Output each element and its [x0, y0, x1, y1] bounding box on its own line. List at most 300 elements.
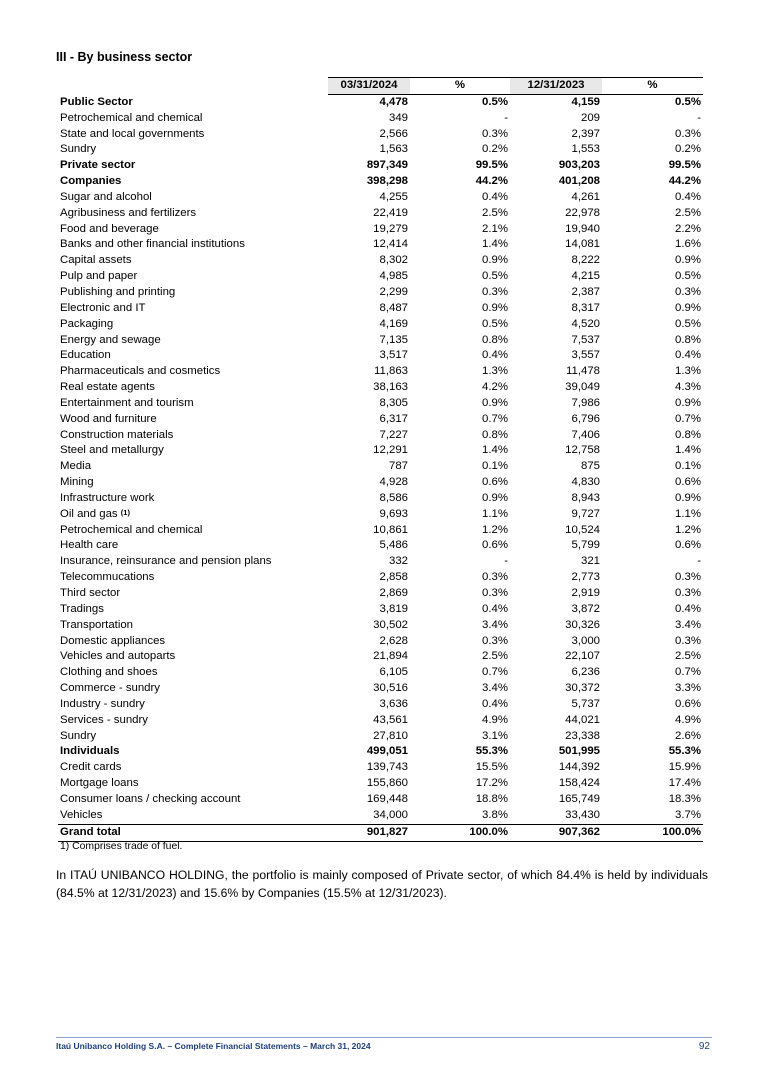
- value-2024-cell: 4,478: [379, 95, 408, 108]
- row-label-text: Wood and furniture: [60, 412, 157, 425]
- pct-2024-cell: 4.9%: [482, 713, 508, 726]
- pct-2023-cell: 0.4%: [675, 190, 701, 203]
- row-label: [58, 206, 328, 222]
- pct-2023-cell: -: [697, 111, 701, 124]
- row-label-text: Packaging: [60, 317, 114, 330]
- value-2024-cell: 2,628: [379, 634, 408, 647]
- value-2023-cell: 6,796: [571, 412, 600, 425]
- row-label: [58, 269, 328, 285]
- value-2024-cell: 8,487: [379, 301, 408, 314]
- pct-2023-cell: 1.2%: [675, 523, 701, 536]
- value-2024-cell: 8,305: [379, 396, 408, 409]
- col-header-pct-1: %: [410, 78, 510, 95]
- table-row: [58, 285, 703, 301]
- pct-2024-cell: 0.8%: [482, 428, 508, 441]
- pct-2023-cell: 0.3%: [675, 285, 701, 298]
- pct-2024-cell: 0.9%: [482, 254, 508, 267]
- table-row: [58, 348, 703, 364]
- value-2023-cell: 22,107: [565, 650, 600, 663]
- row-label: [58, 618, 328, 634]
- value-2023-cell: 5,799: [571, 539, 600, 552]
- pct-2023-cell: 0.3%: [675, 571, 701, 584]
- value-2024-cell: 3,636: [379, 697, 408, 710]
- row-label-text: Individuals: [60, 745, 120, 758]
- pct-2023-cell: 3.4%: [675, 618, 701, 631]
- value-2023-cell: 2,773: [571, 571, 600, 584]
- value-2024-cell: 22,419: [373, 206, 408, 219]
- table-row: [58, 713, 703, 729]
- row-label-text: Domestic appliances: [60, 634, 166, 647]
- pct-2024-cell: 0.3%: [482, 634, 508, 647]
- row-label: [58, 174, 328, 190]
- row-label: [58, 586, 328, 602]
- value-2023-cell: 3,872: [571, 602, 600, 615]
- value-2024-cell: 398,298: [366, 175, 408, 188]
- row-label: [58, 538, 328, 554]
- table-row: [58, 127, 703, 143]
- row-label-text: Companies: [60, 175, 122, 188]
- row-label: [58, 681, 328, 697]
- value-2023-cell: 30,372: [565, 682, 600, 695]
- value-2023-cell: 3,557: [571, 349, 600, 362]
- pct-2023-cell: 2.5%: [675, 206, 701, 219]
- pct-2023-cell: 1.6%: [675, 238, 701, 251]
- footnote-marker: (1): [120, 507, 130, 517]
- row-label: [58, 364, 328, 380]
- value-2023-cell: 2,919: [571, 587, 600, 599]
- row-label: [58, 443, 328, 459]
- table-body: [58, 94, 703, 841]
- pct-2023-cell: 2.6%: [675, 729, 701, 742]
- value-2024-cell: 12,414: [373, 238, 408, 251]
- row-label-text: Credit cards: [60, 761, 122, 774]
- table-row: [58, 317, 703, 333]
- value-2024-cell: 30,516: [373, 682, 408, 695]
- table-row: [58, 808, 703, 824]
- value-2024-cell: 10,861: [373, 523, 408, 536]
- row-label: [58, 317, 328, 333]
- row-label: [58, 333, 328, 349]
- pct-2023-cell: 0.9%: [675, 254, 701, 267]
- row-label-text: Electronic and IT: [60, 301, 146, 314]
- row-label-text: Clothing and shoes: [60, 666, 158, 679]
- row-label-text: Banks and other financial institutions: [60, 238, 245, 251]
- value-2023-cell: 12,758: [565, 444, 600, 457]
- row-label-text: Vehicles and autoparts: [60, 650, 176, 663]
- value-2023-cell: 4,261: [571, 190, 600, 203]
- table-row: [58, 697, 703, 713]
- value-2023-cell: 10,524: [565, 523, 600, 536]
- value-2024-cell: 6,317: [379, 412, 408, 425]
- pct-2023-cell: 3.7%: [675, 808, 701, 821]
- table-row: [58, 507, 703, 523]
- value-2024-cell: 11,863: [374, 365, 408, 378]
- table-row: [58, 586, 703, 602]
- row-label: [58, 713, 328, 729]
- pct-2023-cell: 4.9%: [675, 713, 701, 726]
- table-header: [58, 78, 703, 95]
- pct-2023-cell: 0.7%: [675, 666, 701, 679]
- value-2023-cell: 501,995: [558, 745, 600, 758]
- pct-2023-cell: 0.5%: [675, 317, 701, 330]
- footer-document-title: Itaú Unibanco Holding S.A. – Complete Financial Statements – March 31, 2024: [56, 1041, 371, 1051]
- table-row: [58, 237, 703, 253]
- table-row: [58, 459, 703, 475]
- pct-2024-cell: 44.2%: [475, 175, 508, 188]
- pct-2024-cell: 55.3%: [475, 745, 508, 758]
- row-label-text: Real estate agents: [60, 381, 155, 394]
- table-row: [58, 634, 703, 650]
- pct-2023-cell: 0.8%: [675, 333, 701, 346]
- pct-2023-cell: 0.9%: [675, 301, 701, 314]
- table-row: [58, 222, 703, 238]
- pct-2024-cell: 0.9%: [482, 301, 508, 314]
- row-label: [58, 570, 328, 586]
- pct-2023-cell: 0.9%: [675, 491, 701, 504]
- row-label-text: Construction materials: [60, 428, 174, 441]
- value-2023-cell: 3,000: [571, 634, 600, 647]
- table-row: [58, 94, 703, 110]
- pct-2024-cell: 0.3%: [482, 127, 508, 140]
- pct-2023-cell: 3.3%: [675, 682, 701, 695]
- pct-2023-cell: 0.3%: [675, 127, 701, 140]
- row-label-text: Private sector: [60, 159, 136, 172]
- row-label: [58, 111, 328, 127]
- row-label-text: Petrochemical and chemical: [60, 111, 203, 124]
- value-2024-cell: 155,860: [366, 777, 408, 790]
- row-label-text: Consumer loans / checking account: [60, 792, 241, 805]
- row-label: [58, 523, 328, 539]
- pct-2024-cell: 0.5%: [482, 317, 508, 330]
- value-2023-cell: 44,021: [565, 713, 600, 726]
- pct-2024-cell: 0.5%: [482, 95, 508, 108]
- value-2023-cell: 22,978: [565, 206, 600, 219]
- table-row: [58, 681, 703, 697]
- row-label-text: Petrochemical and chemical: [60, 523, 203, 536]
- value-2023-cell: 165,749: [558, 792, 600, 805]
- business-sector-table: [58, 77, 703, 842]
- row-label-text: Sundry: [60, 729, 97, 742]
- value-2024-cell: 901,827: [328, 824, 410, 841]
- value-2024-cell: 6,105: [379, 666, 408, 679]
- pct-2024-cell: 0.4%: [482, 602, 508, 615]
- col-header-date-1: 03/31/2024: [328, 78, 410, 95]
- pct-2024-cell: 1.1%: [482, 507, 508, 520]
- table-row: [58, 190, 703, 206]
- row-label-text: Energy and sewage: [60, 333, 161, 346]
- value-2024-cell: 2,858: [379, 571, 408, 584]
- pct-2023-cell: 0.3%: [675, 587, 701, 599]
- table-row: [58, 111, 703, 127]
- row-label: [58, 554, 328, 570]
- value-2023-cell: 907,362: [510, 824, 602, 841]
- table-row: [58, 396, 703, 412]
- value-2024-cell: 169,448: [366, 792, 408, 805]
- value-2023-cell: 14,081: [565, 238, 600, 251]
- row-label: [58, 760, 328, 776]
- row-label-text: Insurance, reinsurance and pension plans: [60, 555, 272, 568]
- value-2024-cell: 4,255: [379, 190, 408, 203]
- value-2024-cell: 9,693: [379, 507, 408, 520]
- row-label: [58, 127, 328, 143]
- row-label-text: Services - sundry: [60, 713, 148, 726]
- table-row: [58, 253, 703, 269]
- value-2023-cell: 875: [580, 460, 600, 473]
- value-2024-cell: 139,743: [366, 761, 408, 774]
- pct-2024-cell: 1.4%: [482, 238, 508, 251]
- pct-2024-cell: 0.1%: [482, 460, 508, 473]
- section-title: III - By business sector: [56, 50, 193, 64]
- value-2023-cell: 401,208: [558, 175, 600, 188]
- value-2023-cell: 4,215: [571, 270, 600, 283]
- value-2023-cell: 321: [580, 555, 600, 568]
- row-label: [58, 808, 328, 824]
- row-label-text: Publishing and printing: [60, 285, 176, 298]
- pct-2024-cell: 0.8%: [482, 333, 508, 346]
- pct-2023-cell: 1.1%: [675, 507, 701, 520]
- value-2024-cell: 2,299: [379, 285, 408, 298]
- pct-2024-cell: 0.4%: [482, 349, 508, 362]
- pct-2024-cell: 0.3%: [482, 587, 508, 599]
- pct-2023-cell: 100.0%: [602, 824, 703, 841]
- table-row: [58, 649, 703, 665]
- row-label-text: Tradings: [60, 602, 104, 615]
- pct-2023-cell: 0.6%: [675, 697, 701, 710]
- pct-2024-cell: 0.5%: [482, 270, 508, 283]
- col-header-pct-2: %: [602, 78, 703, 95]
- row-label-text: Grand total: [60, 825, 121, 838]
- row-label-text: Mining: [60, 476, 94, 489]
- row-label: [58, 649, 328, 665]
- value-2023-cell: 209: [580, 111, 600, 124]
- row-label: [58, 94, 328, 110]
- table-row: [58, 618, 703, 634]
- row-label-text: Infrastructure work: [60, 491, 155, 504]
- pct-2023-cell: 99.5%: [668, 159, 701, 172]
- pct-2024-cell: 3.4%: [482, 618, 508, 631]
- pct-2023-cell: 0.4%: [675, 349, 701, 362]
- pct-2023-cell: 2.2%: [675, 222, 701, 235]
- pct-2024-cell: 2.1%: [482, 222, 508, 235]
- col-header-date-2: 12/31/2023: [510, 78, 602, 95]
- pct-2023-cell: 0.6%: [675, 539, 701, 552]
- table-row: [58, 491, 703, 507]
- table-row: [58, 602, 703, 618]
- pct-2024-cell: 0.2%: [482, 143, 508, 156]
- value-2024-cell: 38,163: [373, 381, 408, 394]
- pct-2023-cell: 18.3%: [668, 792, 701, 805]
- value-2023-cell: 39,049: [565, 381, 600, 394]
- table-row: [58, 792, 703, 808]
- row-label: [58, 253, 328, 269]
- value-2023-cell: 2,387: [571, 285, 600, 298]
- pct-2024-cell: -: [504, 555, 508, 568]
- pct-2024-cell: 0.3%: [482, 285, 508, 298]
- value-2024-cell: 2,566: [379, 127, 408, 140]
- row-label: [58, 729, 328, 745]
- page-number: 92: [698, 1041, 710, 1052]
- row-label: [58, 396, 328, 412]
- pct-2024-cell: 3.4%: [482, 682, 508, 695]
- table-row: [58, 665, 703, 681]
- table-row: [58, 428, 703, 444]
- pct-2024-cell: 0.7%: [482, 412, 508, 425]
- value-2023-cell: 903,203: [558, 159, 600, 172]
- value-2023-cell: 6,236: [571, 666, 600, 679]
- value-2023-cell: 9,727: [571, 507, 600, 520]
- row-label: [58, 792, 328, 808]
- value-2024-cell: 27,810: [373, 729, 408, 742]
- table-row: [58, 443, 703, 459]
- pct-2024-cell: 3.1%: [482, 729, 508, 742]
- row-label-text: Mortgage loans: [60, 777, 139, 790]
- table-row: [58, 729, 703, 745]
- row-label: [58, 744, 328, 760]
- value-2024-cell: 5,486: [379, 539, 408, 552]
- pct-2023-cell: 0.2%: [675, 143, 701, 156]
- pct-2023-cell: 0.1%: [675, 460, 701, 473]
- row-label-text: Sundry: [60, 143, 97, 156]
- value-2024-cell: 3,819: [379, 602, 408, 615]
- row-label-text: Third sector: [60, 587, 121, 599]
- pct-2023-cell: 15.9%: [668, 761, 701, 774]
- value-2024-cell: 349: [388, 111, 408, 124]
- summary-paragraph: In ITAÚ UNIBANCO HOLDING, the portfolio is mainly composed of Private sector, of which 84.4% is held by individuals (84.5% at 12/31/2023) and 15.6% by Companies (15.5% at 12/31/2023).: [56, 868, 708, 900]
- value-2023-cell: 30,326: [565, 618, 600, 631]
- row-label-text: Commerce - sundry: [60, 682, 161, 695]
- table-row: [58, 206, 703, 222]
- value-2024-cell: 12,291: [373, 444, 408, 457]
- value-2024-cell: 30,502: [373, 618, 408, 631]
- row-label-text: Pulp and paper: [60, 270, 138, 283]
- row-label: [58, 158, 328, 174]
- row-label-text: Education: [60, 349, 111, 362]
- row-label: [58, 507, 328, 523]
- row-label: [58, 634, 328, 650]
- row-label: [58, 380, 328, 396]
- row-label-text: Vehicles: [60, 808, 103, 821]
- table-row: [58, 760, 703, 776]
- row-label: [58, 142, 328, 158]
- table-row: [58, 538, 703, 554]
- pct-2024-cell: 1.4%: [482, 444, 508, 457]
- value-2023-cell: 8,943: [571, 491, 600, 504]
- value-2023-cell: 8,222: [571, 254, 600, 267]
- table-row: [58, 301, 703, 317]
- pct-2024-cell: 100.0%: [410, 824, 510, 841]
- row-label: [58, 491, 328, 507]
- value-2023-cell: 144,392: [558, 761, 600, 774]
- pct-2024-cell: -: [504, 111, 508, 124]
- value-2024-cell: 897,349: [366, 159, 408, 172]
- row-label-text: Sugar and alcohol: [60, 190, 152, 203]
- value-2023-cell: 19,940: [565, 222, 600, 235]
- footnote: 1) Comprises trade of fuel.: [60, 841, 183, 852]
- pct-2023-cell: 0.8%: [675, 428, 701, 441]
- header-blank: [58, 78, 328, 95]
- pct-2024-cell: 1.2%: [482, 523, 508, 536]
- row-label: [58, 428, 328, 444]
- value-2023-cell: 8,317: [571, 301, 600, 314]
- pct-2023-cell: 0.4%: [675, 602, 701, 615]
- table-row: [58, 380, 703, 396]
- pct-2024-cell: 1.3%: [482, 365, 508, 378]
- pct-2024-cell: 17.2%: [475, 777, 508, 790]
- value-2023-cell: 158,424: [558, 777, 600, 790]
- pct-2023-cell: 0.6%: [675, 476, 701, 489]
- row-label: [58, 475, 328, 491]
- row-label-text: Capital assets: [60, 254, 132, 267]
- pct-2024-cell: 0.9%: [482, 396, 508, 409]
- row-label-text: Media: [60, 460, 92, 473]
- row-label-text: Transportation: [60, 618, 134, 631]
- row-label: [58, 697, 328, 713]
- pct-2024-cell: 99.5%: [475, 159, 508, 172]
- pct-2023-cell: 1.3%: [675, 365, 701, 378]
- pct-2023-cell: 17.4%: [668, 777, 701, 790]
- table-row: [58, 174, 703, 190]
- value-2023-cell: 23,338: [565, 729, 600, 742]
- value-2024-cell: 19,279: [373, 222, 408, 235]
- value-2024-cell: 21,894: [373, 650, 408, 663]
- value-2023-cell: 1,553: [571, 143, 600, 156]
- pct-2023-cell: 44.2%: [668, 175, 701, 188]
- pct-2023-cell: 0.5%: [675, 95, 701, 108]
- pct-2023-cell: 0.9%: [675, 396, 701, 409]
- value-2023-cell: 11,478: [566, 365, 600, 378]
- row-label: [58, 665, 328, 681]
- value-2024-cell: 7,227: [379, 428, 408, 441]
- value-2024-cell: 4,169: [379, 317, 408, 330]
- pct-2023-cell: 4.3%: [675, 381, 701, 394]
- row-label: [58, 301, 328, 317]
- row-label: [58, 190, 328, 206]
- pct-2024-cell: 2.5%: [482, 650, 508, 663]
- value-2023-cell: 5,737: [571, 697, 600, 710]
- table-row: [58, 364, 703, 380]
- table-row: [58, 824, 703, 841]
- pct-2024-cell: 0.3%: [482, 571, 508, 584]
- value-2023-cell: 33,430: [565, 808, 600, 821]
- footer-rule: [56, 1037, 712, 1038]
- row-label-text: Industry - sundry: [60, 697, 145, 710]
- value-2023-cell: 7,537: [571, 333, 600, 346]
- table-row: [58, 333, 703, 349]
- pct-2023-cell: 55.3%: [668, 745, 701, 758]
- value-2023-cell: 7,986: [571, 396, 600, 409]
- row-label-text: Steel and metallurgy: [60, 444, 164, 457]
- pct-2024-cell: 18.8%: [475, 792, 508, 805]
- table-row: [58, 523, 703, 539]
- pct-2024-cell: 0.9%: [482, 491, 508, 504]
- value-2024-cell: 34,000: [373, 808, 408, 821]
- pct-2024-cell: 0.7%: [482, 666, 508, 679]
- value-2024-cell: 1,563: [379, 143, 408, 156]
- table-row: [58, 570, 703, 586]
- row-label-text: Pharmaceuticals and cosmetics: [60, 365, 221, 378]
- pct-2024-cell: 0.6%: [482, 476, 508, 489]
- pct-2023-cell: 0.5%: [675, 270, 701, 283]
- value-2023-cell: 4,520: [571, 317, 600, 330]
- row-label-text: Agribusiness and fertilizers: [60, 206, 197, 219]
- table-row: [58, 776, 703, 792]
- table-row: [58, 554, 703, 570]
- row-label: [58, 824, 328, 841]
- pct-2024-cell: 0.4%: [482, 697, 508, 710]
- pct-2024-cell: 0.4%: [482, 190, 508, 203]
- table-row: [58, 269, 703, 285]
- value-2023-cell: 7,406: [571, 428, 600, 441]
